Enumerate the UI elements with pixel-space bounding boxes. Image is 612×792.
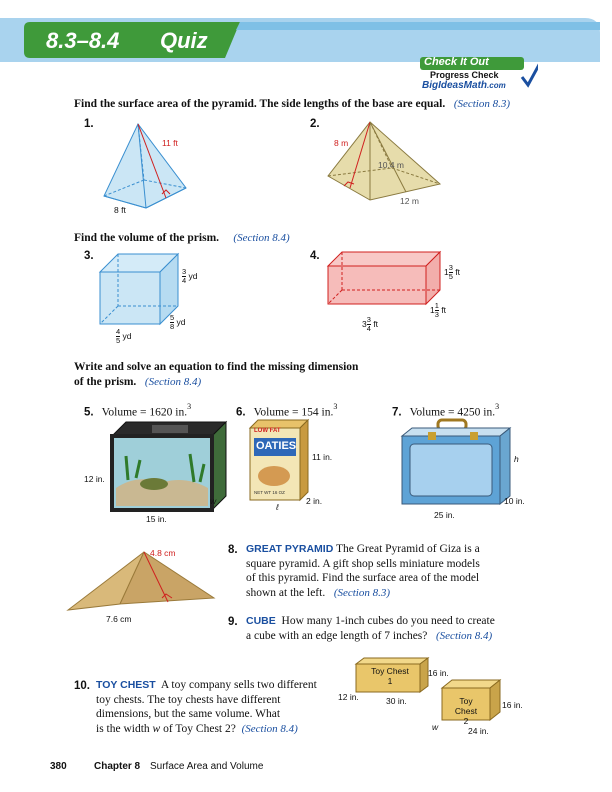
section-code: 8.3–8.4 <box>46 28 120 53</box>
problem-3-number: 3. <box>84 250 94 262</box>
part1-instruction: Find the surface area of the pyramid. The side lengths of the base are equal. (Section 8.3) <box>74 98 511 110</box>
chest1-label: Toy Chest 1 <box>371 666 409 686</box>
p7-height-label: h <box>514 454 519 464</box>
problem-1-pyramid <box>90 118 200 218</box>
footer-chapter: Chapter 8 <box>94 761 141 772</box>
problem-1-number: 1. <box>84 118 94 130</box>
p4-width-label: 1 $\frac{1}{3}$ ft <box>430 301 447 319</box>
chest2-height-label: 16 in. <box>502 700 523 710</box>
p8-base-label: 7.6 cm <box>106 614 132 624</box>
problem-4-prism <box>324 250 447 320</box>
p5-height-label: 12 in. <box>84 474 105 484</box>
problem-7-lunchbox <box>398 418 514 508</box>
chest2-length-label: 24 in. <box>468 726 489 736</box>
problem-7-header: 7. Volume = 4250 in.$^3$ <box>392 402 500 419</box>
p2-slant-label: 8 m <box>334 138 349 148</box>
p4-length-label: 3 $\frac{3}{4}$ ft <box>362 315 379 333</box>
page-number: 380 <box>50 761 67 772</box>
p3-height-label: $\frac{3}{4}$ yd <box>182 267 198 285</box>
p6-cereal-net: NET WT 16 OZ <box>254 490 285 495</box>
problem-3-cube <box>92 250 182 330</box>
chest1-height-label: 16 in. <box>428 668 449 678</box>
p6-cereal-name: OATIES <box>256 440 297 452</box>
problem-10-number: 10. <box>74 680 90 692</box>
p4-height-label: 1 $\frac{3}{5}$ ft <box>444 263 461 281</box>
p2-height-label: 10.4 m <box>378 160 404 170</box>
chest1-depth-label: 12 in. <box>338 692 359 702</box>
chest2-label: Toy Chest 2 <box>454 696 478 726</box>
p8-slant-label: 4.8 cm <box>150 548 176 558</box>
p6-height-label: 11 in. <box>312 452 333 462</box>
p7-width-label: 10 in. <box>504 496 525 506</box>
p5-width-label: w <box>210 496 217 506</box>
chest2-width-label: w <box>432 722 439 732</box>
problem-8-number: 8. <box>228 544 238 556</box>
problem-8-pyramid <box>66 548 216 614</box>
problem-4-number: 4. <box>310 250 320 262</box>
p5-length-label: 15 in. <box>146 514 167 524</box>
p6-cereal-top: LOW FAT <box>254 428 281 434</box>
footer-title: Surface Area and Volume <box>150 761 264 772</box>
part2-instruction: Find the volume of the prism. (Section 8.4) <box>74 232 290 244</box>
check-it-out-badge[interactable] <box>418 55 538 93</box>
p2-base-label: 12 m <box>400 196 419 206</box>
p1-base-label: 8 ft <box>114 205 126 215</box>
p3-depth-label: $\frac{5}{8}$ yd <box>170 313 186 331</box>
p3-width-label: $\frac{4}{5}$ yd <box>116 327 132 345</box>
page-title: Quiz <box>160 28 208 53</box>
p6-width-label: 2 in. <box>306 496 323 506</box>
p7-length-label: 25 in. <box>434 510 455 520</box>
problem-2-number: 2. <box>310 118 320 130</box>
p1-slant-label: 11 ft <box>162 138 178 148</box>
problem-10-text: TOY CHEST A toy company sells two different toy chests. The toy chests have different dimensions, but the same volume. What is the width w of Toy Chest 2? (Section 8.4) <box>96 679 317 735</box>
p6-length-label: ℓ <box>276 502 279 512</box>
badge-line2: Progress Check <box>430 70 499 80</box>
problem-5-header: 5. Volume = 1620 in.$^3$ <box>84 402 192 419</box>
badge-line1: Check It Out <box>424 56 489 68</box>
badge-line3: BigIdeasMath.com <box>422 80 506 91</box>
problem-6-header: 6. Volume = 154 in.$^3$ <box>236 402 338 419</box>
problem-8-text: GREAT PYRAMID The Great Pyramid of Giza is a square pyramid. A gift shop sells miniature models of this pyramid. Find the surface area of the model shown at the left. (Section 8.3) <box>246 543 480 599</box>
chest1-length-label: 30 in. <box>386 696 407 706</box>
problem-9-text: CUBE How many 1-inch cubes do you need to create a cube with an edge length of 7 inches? (Section 8.4) <box>246 615 495 642</box>
part3-instruction: Write and solve an equation to find the missing dimension of the prism. (Section 8.4) <box>74 361 359 388</box>
problem-9-number: 9. <box>228 616 238 628</box>
